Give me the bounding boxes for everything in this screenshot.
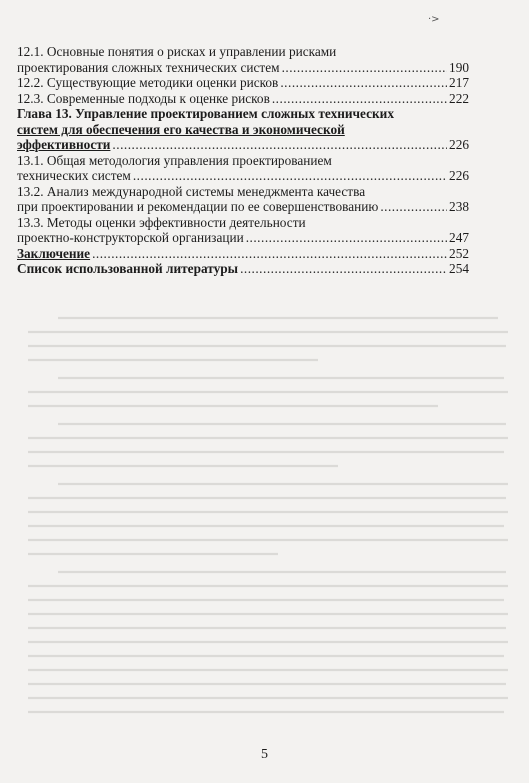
toc-page-number: 252 [449,245,469,261]
toc-entry-leader-line [17,60,469,76]
toc-chapter-title-line: Заключение [17,245,91,261]
toc-entry-title-line: 13.2. Анализ международной системы менеджмента качества [17,183,366,199]
toc-entry-title-line: проектирования сложных технических систем [17,59,280,75]
toc-entry-13-1 [17,153,469,184]
toc-entry-title-line: технических систем [17,168,131,183]
dot-leader [282,60,447,76]
dot-leader [92,246,447,262]
toc-entry-12-1 [17,44,469,75]
toc-entry-title-line: 12.3. Современные подходы к оценке рисков [17,90,270,106]
toc-conclusion [17,246,469,262]
dot-leader [133,168,447,184]
toc-chapter-13 [17,106,469,153]
corner-mark: ·> [428,14,440,25]
toc-entry-12-2 [17,75,469,91]
dot-leader [112,137,447,153]
dot-leader [380,199,447,215]
page-number: 5 [261,747,268,762]
toc-page-number: 254 [449,261,469,276]
toc-chapter-title-line: Глава 13. Управление проектированием сложных технических [17,106,394,121]
toc-entry-13-2 [17,184,469,215]
toc-entry-title-line: 13.3. Методы оценки эффективности деятельности [17,214,306,230]
toc-references [17,261,469,277]
toc-entry-12-3 [17,91,469,107]
toc-entry-leader-line [17,137,469,153]
toc-entry-13-3 [17,215,469,246]
toc-entry-title-line: 13.1. Общая методология управления проектированием [17,152,332,168]
toc-entry-title-line: проектно-конструкторской организации [17,230,244,245]
toc-entry-leader-line [17,246,469,262]
toc-entry-title-line: при проектировании и рекомендации по ее совершенствованию [17,199,379,214]
toc-entry-title-line: 12.2. Существующие методики оценки рисков [17,75,279,90]
toc-chapter-title-line: систем для обеспечения его качества и экономической [17,121,345,137]
toc-chapter-title-line: эффективности [17,137,111,152]
toc-entry-leader-line [17,168,469,184]
dot-leader [240,261,447,277]
toc-page-number: 222 [449,90,469,106]
table-of-contents [17,44,469,277]
toc-page-number: 226 [449,168,469,183]
toc-chapter-title-line: Список использованной литературы [17,261,239,276]
toc-entry-leader-line [17,199,469,215]
dot-leader [272,91,447,107]
toc-entry-leader-line [17,91,469,107]
toc-entry-title-line: 12.1. Основные понятия о рисках и управлении рисками [17,44,337,59]
toc-page-number: 226 [449,137,469,152]
dot-leader [246,230,447,246]
toc-page-number: 238 [449,199,469,214]
toc-entry-leader-line [17,75,469,91]
toc-page-number: 247 [449,230,469,245]
dot-leader [280,75,447,91]
toc-page-number: 190 [449,59,469,75]
toc-entry-leader-line [17,261,469,277]
toc-page-number: 217 [449,75,469,90]
toc-entry-leader-line [17,230,469,246]
